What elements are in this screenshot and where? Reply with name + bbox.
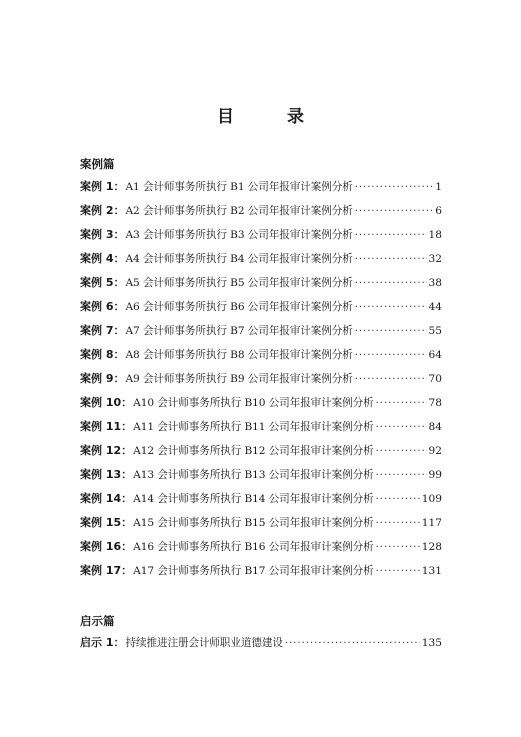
dot-leader [355,224,427,248]
toc-entry-label: 案例 10 [80,396,122,409]
toc-entry-page-number: 55 [428,325,442,337]
dot-leader [376,392,427,416]
dot-leader [355,176,434,200]
toc-entry-label: 案例 14 [80,492,122,505]
toc-entry-title: 持续推进注册会计师职业道德建设 [125,637,283,649]
toc-entry-page-number: 135 [421,637,442,649]
toc-entry-label: 案例 15 [80,516,122,529]
toc-entry[interactable] [80,439,442,463]
toc-entry-title: A16 会计师事务所执行 B16 公司年报审计案例分析 [133,541,374,553]
dot-leader [355,368,427,392]
toc-entry-label: 案例 5 [80,276,114,289]
toc-entry[interactable] [80,175,442,199]
toc-entry-title: A10 会计师事务所执行 B10 公司年报审计案例分析 [133,397,374,409]
toc-entry[interactable] [80,223,442,247]
toc-entry-label: 案例 12 [80,444,122,457]
toc-entry-separator: ： [121,468,133,481]
toc-entry-title: A2 会计师事务所执行 B2 公司年报审计案例分析 [125,205,353,217]
toc-entry-label: 案例 4 [80,252,114,265]
dot-leader [355,200,434,224]
toc-entry[interactable] [80,247,442,271]
toc-entry[interactable] [80,343,442,367]
toc-entry-title: A12 会计师事务所执行 B12 公司年报审计案例分析 [133,445,374,457]
toc-entry[interactable] [80,559,442,583]
toc-entry-label: 案例 8 [80,348,114,361]
toc-entry[interactable] [80,487,442,511]
toc-entry-title: A11 会计师事务所执行 B11 公司年报审计案例分析 [133,421,374,433]
dot-leader [376,536,420,560]
dot-leader [376,464,427,488]
toc-entry-label: 案例 17 [80,564,122,577]
toc-entry-separator: ： [113,252,125,265]
dot-leader [355,320,427,344]
toc-entry-separator: ： [121,444,133,457]
toc-entry-label: 案例 1 [80,180,114,193]
toc-entry[interactable] [80,199,442,223]
toc-entry-label: 案例 2 [80,204,114,217]
toc-entry-page-number: 99 [428,469,442,481]
toc-entry[interactable] [80,295,442,319]
toc-entry-page-number: 128 [421,541,442,553]
toc-entry-separator: ： [113,180,125,193]
dot-leader [376,512,420,536]
toc-entry-title: A14 会计师事务所执行 B14 公司年报审计案例分析 [133,493,374,505]
toc-entry-page-number: 131 [421,565,442,577]
section-heading-insights: 启示篇 [80,614,115,628]
toc-entry-page-number: 1 [435,181,442,193]
toc-entry-page-number: 109 [421,493,442,505]
toc-entry[interactable] [80,367,442,391]
toc-entry-title: A15 会计师事务所执行 B15 公司年报审计案例分析 [133,517,374,529]
toc-entry-label: 案例 13 [80,468,122,481]
toc-entry-page-number: 78 [428,397,442,409]
dot-leader [376,488,420,512]
toc-entry-separator: ： [121,516,133,529]
toc-entry-title: A17 会计师事务所执行 B17 公司年报审计案例分析 [133,565,374,577]
toc-entry-title: A8 会计师事务所执行 B8 公司年报审计案例分析 [125,349,353,361]
toc-entry-page-number: 70 [428,373,442,385]
toc-entry-page-number: 117 [421,517,442,529]
toc-entry-page-number: 84 [428,421,442,433]
toc-entry-label: 案例 16 [80,540,122,553]
toc-entry-label: 案例 7 [80,324,114,337]
toc-entry-separator: ： [121,564,133,577]
dot-leader [376,416,427,440]
toc-entry-title: A6 会计师事务所执行 B6 公司年报审计案例分析 [125,301,353,313]
toc-entry-page-number: 32 [428,253,442,265]
toc-entry-separator: ： [113,324,125,337]
toc-entry-page-number: 92 [428,445,442,457]
toc-entry-separator: ： [113,204,125,217]
toc-entry-page-number: 64 [428,349,442,361]
toc-entry-title: A1 会计师事务所执行 B1 公司年报审计案例分析 [125,181,353,193]
toc-entry-separator: ： [121,492,133,505]
toc-entry-title: A4 会计师事务所执行 B4 公司年报审计案例分析 [125,253,353,265]
toc-entry[interactable] [80,631,442,655]
toc-entry[interactable] [80,463,442,487]
toc-entry-label: 案例 11 [80,420,122,433]
toc-entry-title: A7 会计师事务所执行 B7 公司年报审计案例分析 [125,325,353,337]
toc-entry-separator: ： [113,228,125,241]
toc-entry-separator: ： [113,276,125,289]
toc-entry-separator: ： [113,300,125,313]
dot-leader [285,632,420,656]
toc-entry-label: 案例 3 [80,228,114,241]
toc-entry-separator: ： [113,348,125,361]
toc-entry[interactable] [80,535,442,559]
page-title: 目 录 [217,107,322,127]
toc-entry-page-number: 18 [428,229,442,241]
toc-entry-separator: ： [113,372,125,385]
toc-list-cases [80,175,442,583]
dot-leader [355,272,427,296]
toc-list-insights [80,631,442,655]
toc-entry-title: A13 会计师事务所执行 B13 公司年报审计案例分析 [133,469,374,481]
toc-entry-page-number: 38 [428,277,442,289]
toc-entry[interactable] [80,415,442,439]
dot-leader [355,248,427,272]
toc-entry-label: 启示 1 [80,636,114,649]
toc-entry-title: A5 会计师事务所执行 B5 公司年报审计案例分析 [125,277,353,289]
toc-entry[interactable] [80,511,442,535]
toc-entry-title: A9 会计师事务所执行 B9 公司年报审计案例分析 [125,373,353,385]
toc-entry[interactable] [80,271,442,295]
toc-entry-separator: ： [121,540,133,553]
toc-entry-page-number: 44 [428,301,442,313]
toc-entry-page-number: 6 [435,205,442,217]
section-heading-cases: 案例篇 [80,157,115,171]
toc-entry-separator: ： [121,396,133,409]
toc-entry[interactable] [80,319,442,343]
dot-leader [376,560,420,584]
dot-leader [376,440,427,464]
dot-leader [355,296,427,320]
toc-entry-separator: ： [121,420,133,433]
dot-leader [355,344,427,368]
toc-entry-label: 案例 6 [80,300,114,313]
toc-entry-label: 案例 9 [80,372,114,385]
toc-entry-separator: ： [113,636,125,649]
toc-entry-title: A3 会计师事务所执行 B3 公司年报审计案例分析 [125,229,353,241]
toc-entry[interactable] [80,391,442,415]
